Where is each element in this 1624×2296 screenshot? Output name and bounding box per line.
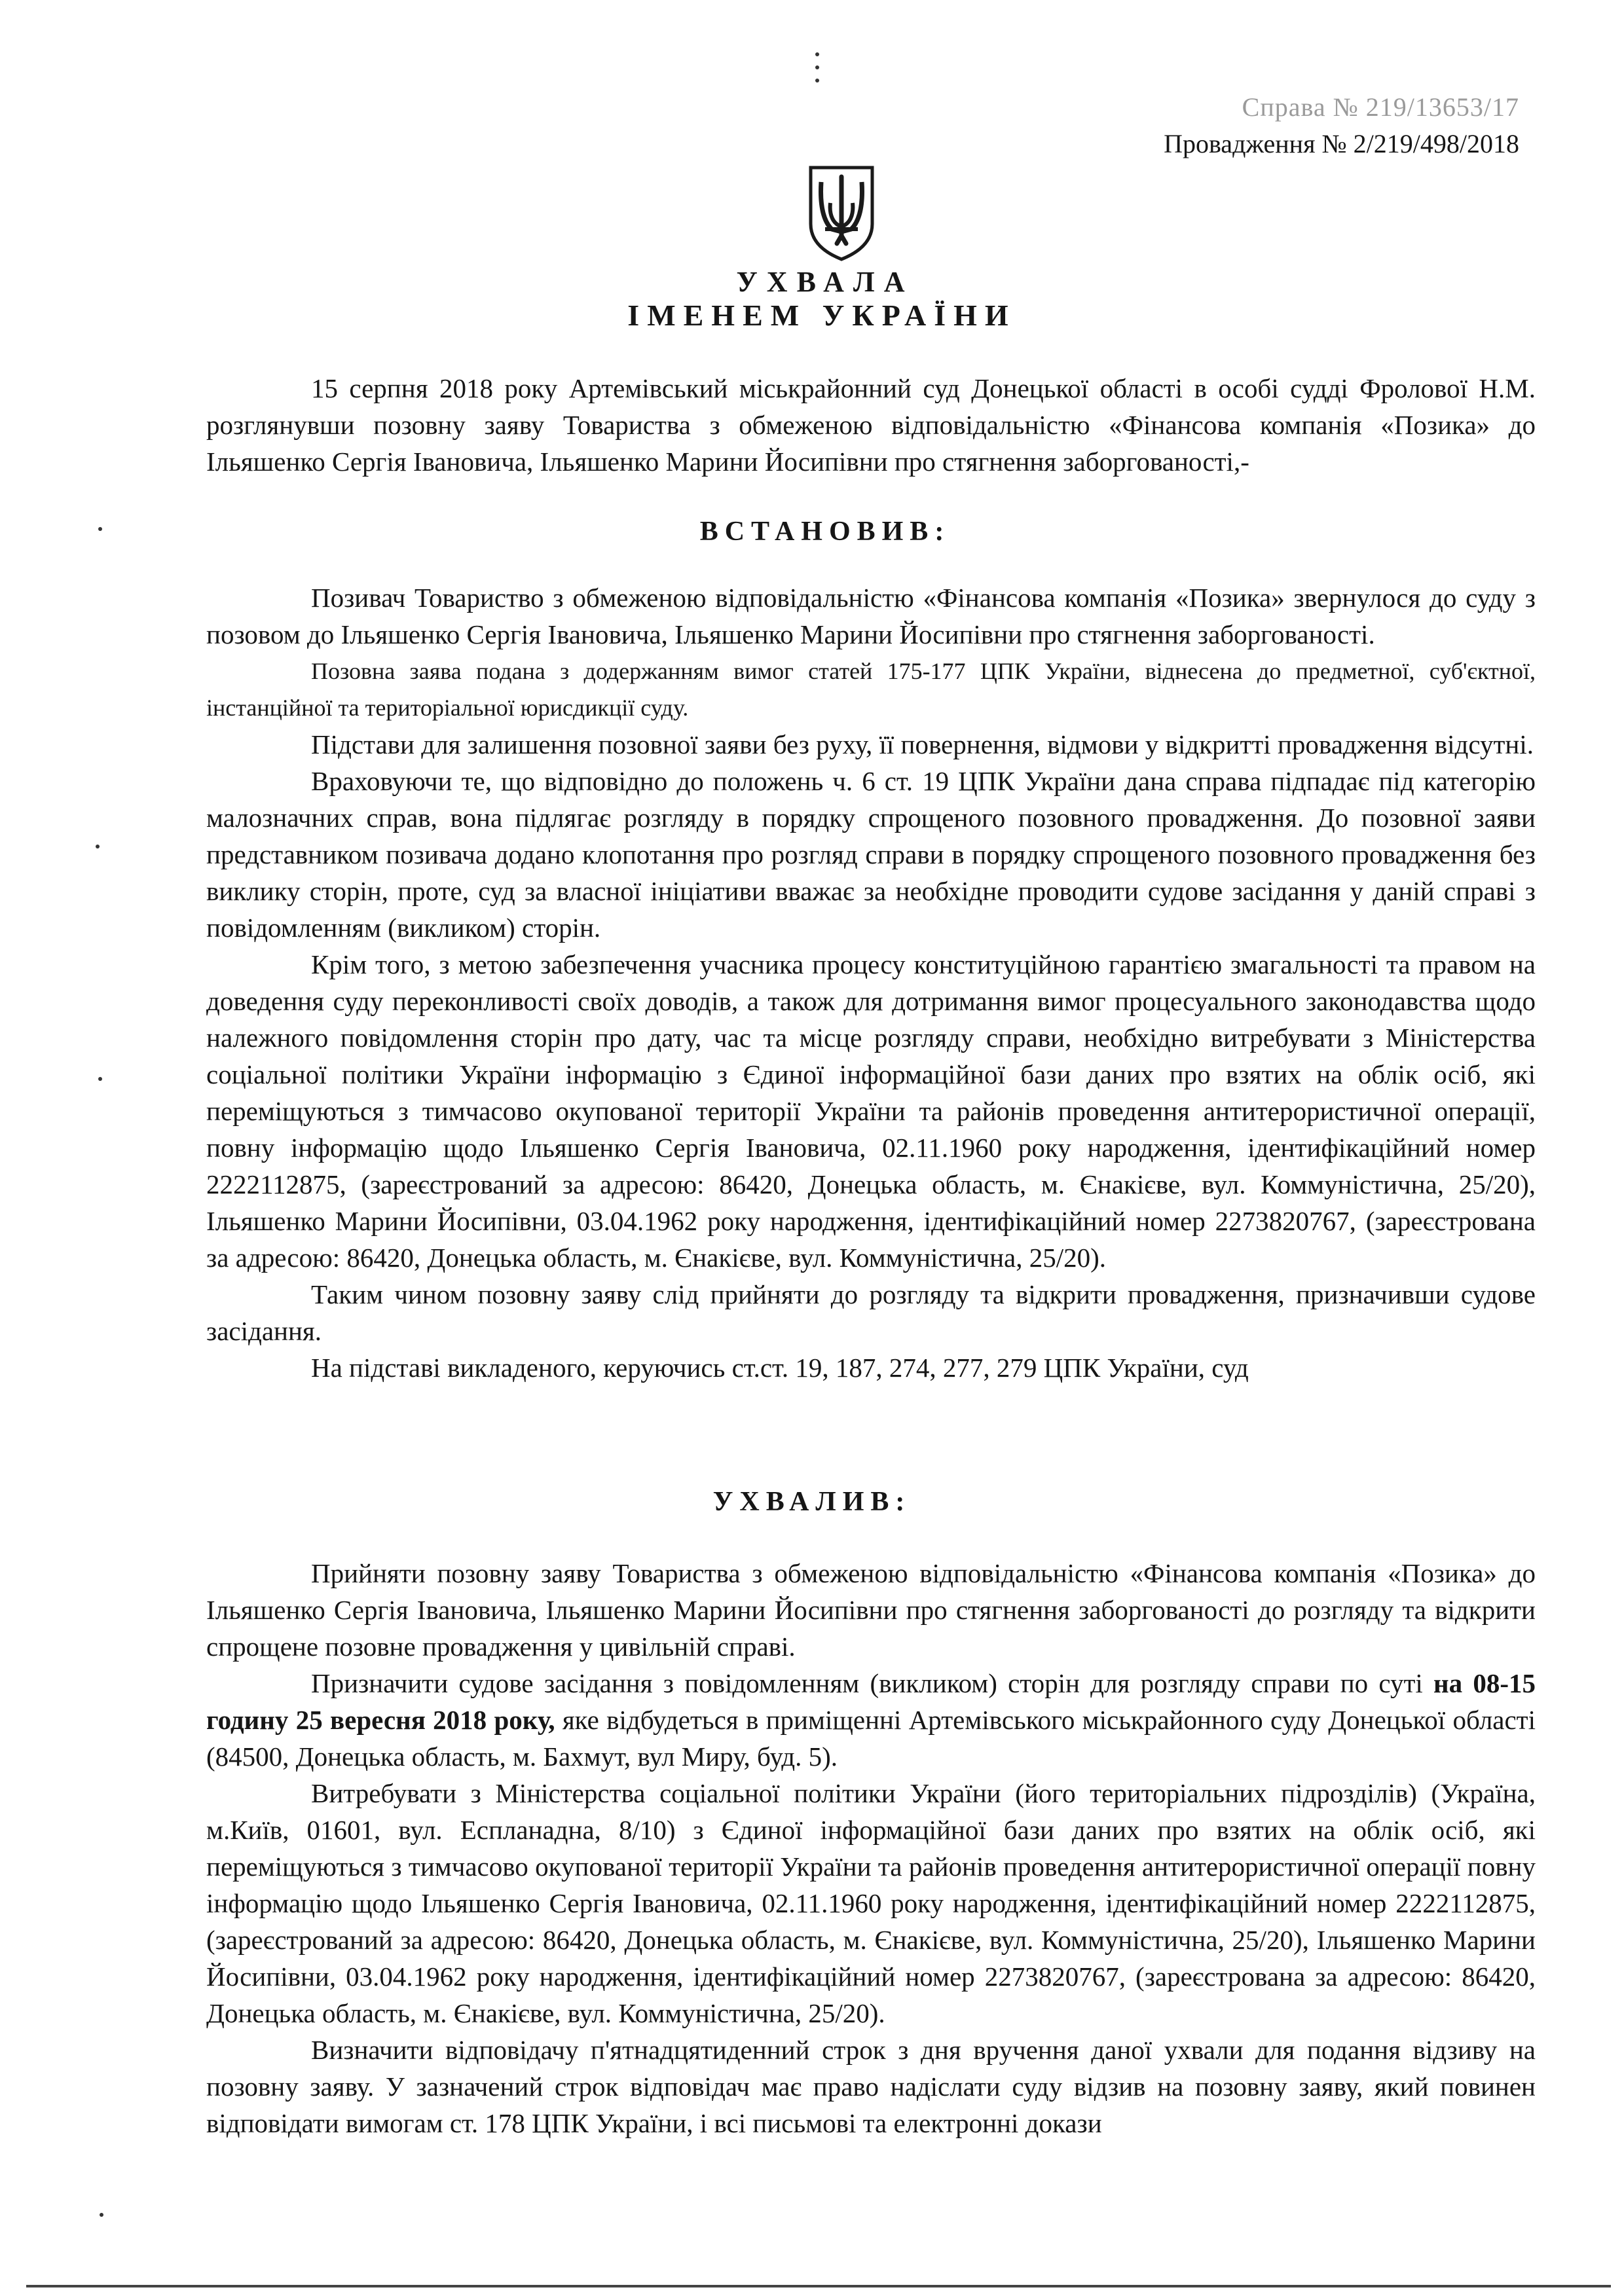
scan-mark (100, 2213, 103, 2217)
scan-mark (815, 65, 819, 69)
case-number: Справа № 219/13653/17 (1242, 92, 1519, 122)
resolved-text: Призначити судове засідання з повідомленням (викликом) сторін для розгляду справи по суті (311, 1668, 1434, 1698)
proceeding-number: Провадження № 2/219/498/2018 (1164, 129, 1519, 158)
hearing-date: на 08-15 годину 25 вересня 2018 року, (206, 1668, 1536, 1735)
resolved-section (206, 1555, 1536, 2141)
scan-mark (98, 1077, 102, 1081)
established-paragraph: Підстави для залишення позовної заяви без руху, її повернення, відмови у відкритті провадження відсутні. (311, 729, 1534, 759)
resolved-paragraph: Визначити відповідачу п'ятнадцятиденний строк з дня вручення даної ухвали для подання відзиву на позовну заяву. У зазначений строк відповідач має право надіслати суду відзив на позовну заяву, який повинен відповідати вимогам ст. 178 ЦПК України, і всі письмові та електронні докази (206, 2035, 1536, 2138)
resolved-paragraph: Прийняти позовну заяву Товариства з обмеженою відповідальністю «Фінансова компанія «Позика» до Ільяшенко Сергія Івановича, Ільяшенко Марини Йосипівни про стягнення заборгованості до розгляду та відкрити спрощене позовне провадження у цивільній справі. (206, 1558, 1536, 1662)
scan-edge-line (26, 2285, 1611, 2287)
scan-mark (815, 79, 819, 82)
resolved-paragraph: Витребувати з Міністерства соціальної політики України (його територіальних підрозділів) (Україна, м.Київ, 01601, вул. Еспланадна, 8/10) з Єдиної інформаційної бази даних про взятих на облік осіб, які переміщуються з тимчасово окупованої території України та районів проведення антитерористичної операції повну інформацію щодо Ільяшенко Сергія Івановича, 02.11.1960 року народження, ідентифікаційний номер 2222112875, (зареєстрований за адресою: 86420, Донецька область, м. Єнакієве, вул. Коммуністична, 25/20), Ільяшенко Марини Йосипівни, 03.04.1962 року народження, ідентифікаційний номер 2273820767, (зареєстрована за адресою: 86420, Донецька область, м. Єнакієве, вул. Коммуністична, 25/20). (206, 1778, 1536, 2028)
established-paragraph: Таким чином позовну заяву слід прийняти до розгляду та відкрити провадження, призначивши судове засідання. (206, 1279, 1536, 1346)
established-heading: ВСТАНОВИВ: (699, 517, 951, 547)
established-paragraph: Враховуючи те, що відповідно до положень ч. 6 ст. 19 ЦПК України дана справа підпадає під категорію малозначних справ, вона підлягає розгляду в порядку спрощеного позовного провадження. До позовної заяви представником позивача додано клопотання про розгляд справи в порядку спрощеного позовного провадження без виклику сторін, проте, суд за власної ініціативи вважає за необхідне проводити судове засідання у даній справі з повідомленням (викликом) сторін. (206, 766, 1536, 943)
intro-paragraph: 15 серпня 2018 року Артемівський міськрайонний суд Донецької області в особі судді Фролової Н.М. розглянувши позовну заяву Товариства з обмеженою відповідальністю «Фінансова компанія «Позика» до Ільяшенко Сергія Івановича, Ільяшенко Марини Йосипівни про стягнення заборгованості,- (206, 373, 1536, 477)
scan-mark (96, 845, 100, 848)
established-section (206, 579, 1536, 1386)
intro-section (206, 370, 1536, 480)
ruling-title: УХВАЛА (736, 266, 914, 298)
resolved-text: яке відбудеться в приміщенні Артемівського міськрайонного суду Донецької області (84500, Донецька область, м. Бахмут, вул Миру, буд. 5). (206, 1705, 1536, 1772)
established-paragraph: Позивач Товариство з обмеженою відповідальністю «Фінансова компанія «Позика» звернулося до суду з позовом до Ільяшенко Сергія Івановича, Ільяшенко Марини Йосипівни про стягнення заборгованості. (206, 583, 1536, 649)
established-paragraph: На підставі викладеного, керуючись ст.ст. 19, 187, 274, 277, 279 ЦПК України, суд (311, 1353, 1249, 1383)
resolved-paragraph (206, 1665, 1536, 1775)
established-paragraph: Крім того, з метою забезпечення учасника процесу конституційною гарантією змагальності та правом на доведення суду переконливості своїх доводів, а також для дотримання вимог процесуального законодавства щодо належного повідомлення сторін про дату, час та місце розгляду справи, необхідно витребувати з Міністерства соціальної політики України інформацію з Єдиної інформаційної бази даних про взятих на облік осіб, які переміщуються з тимчасово окупованої території України та районів проведення антитерористичної операції, повну інформацію щодо Ільяшенко Сергія Івановича, 02.11.1960 року народження, ідентифікаційний номер 2222112875, (зареєстрований за адресою: 86420, Донецька область, м. Єнакієве, вул. Коммуністична, 25/20), Ільяшенко Марини Йосипівни, 03.04.1962 року народження, ідентифікаційний номер 2273820767, (зареєстрована за адресою: 86420, Донецька область, м. Єнакієве, вул. Коммуністична, 25/20). (206, 949, 1536, 1273)
ruling-subtitle: ІМЕНЕМ УКРАЇНИ (627, 299, 1016, 332)
scan-mark (98, 527, 102, 531)
scan-mark (815, 52, 819, 56)
resolved-heading: УХВАЛИВ: (712, 1487, 912, 1517)
tryzub-coat-of-arms-icon (805, 164, 877, 262)
established-paragraph: Позовна заява подана з додержанням вимог статей 175-177 ЦПК України, віднесена до предметної, суб'єктної, інстанційної та територіальної юрисдикції суду. (206, 658, 1536, 721)
